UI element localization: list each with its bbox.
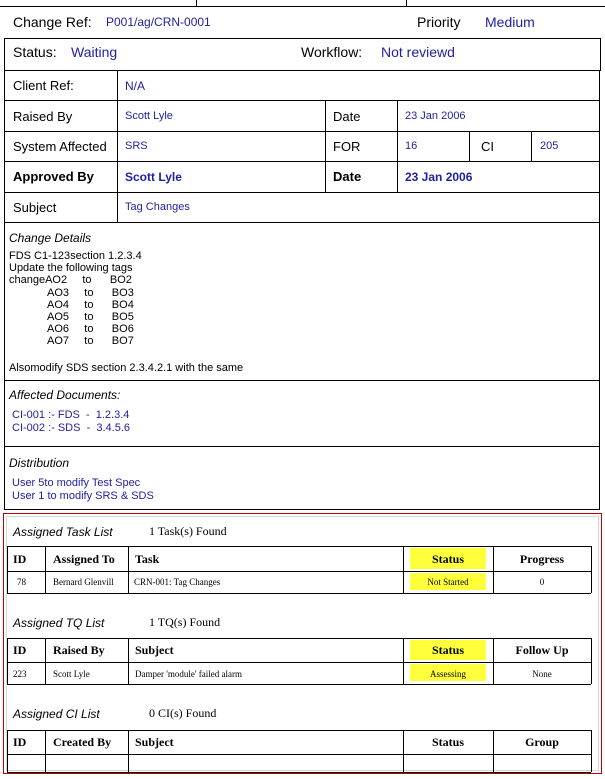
- change-line: changeAO2 to BO2: [9, 274, 132, 287]
- cell-subject[interactable]: Damper 'module' failed alarm: [135, 669, 242, 679]
- date-value: 23 Jan 2006: [405, 110, 466, 122]
- col-id: ID: [13, 552, 27, 566]
- tq-list-count: 1 TQ(s) Found: [149, 615, 221, 629]
- ci-list-count: 0 CI(s) Found: [149, 706, 217, 720]
- col-follow-up: Follow Up: [515, 643, 569, 657]
- col-subject: Subject: [135, 735, 174, 749]
- change-ref-label: Change Ref:: [13, 14, 92, 30]
- status-value: Waiting: [71, 44, 118, 60]
- change-line: AO3 to BO3: [47, 286, 134, 299]
- change-line: AO6 to BO6: [47, 323, 134, 336]
- change-details-body: [9, 250, 142, 348]
- change-details-heading: Change Details: [9, 231, 92, 245]
- ci-list-heading: Assigned CI List: [13, 707, 100, 721]
- date-label: Date: [333, 109, 361, 124]
- col-group: Group: [525, 735, 559, 749]
- change-line: AO4 to BO4: [47, 298, 134, 311]
- cell-id: 223: [13, 669, 27, 679]
- tq-list-heading: Assigned TQ List: [13, 616, 105, 630]
- col-created-by: Created By: [53, 735, 112, 749]
- priority-value: Medium: [485, 14, 535, 30]
- client-ref-value: N/A: [125, 79, 146, 93]
- affected-documents-list: [12, 409, 130, 434]
- ci-label: CI: [481, 139, 494, 154]
- cell-progress: 0: [539, 577, 545, 587]
- change-line: FDS C1-123section 1.2.3.4: [9, 250, 142, 262]
- distribution-item: User 5to modify Test Spec: [12, 477, 141, 489]
- col-progress: Progress: [519, 552, 565, 566]
- change-line: Update the following tags: [9, 262, 133, 275]
- approved-date-label: Date: [333, 169, 362, 184]
- system-affected-label: System Affected: [13, 139, 107, 154]
- cell-assigned-to: Bernard Glenvill: [53, 577, 114, 587]
- task-list-heading: Assigned Task List: [13, 525, 113, 539]
- change-line: AO7 to BO7: [47, 335, 134, 348]
- col-assigned-to: Assigned To: [53, 552, 115, 566]
- col-subject: Subject: [135, 643, 174, 657]
- system-affected-value: SRS: [125, 140, 148, 152]
- ci-value: 205: [540, 140, 559, 152]
- col-id: ID: [13, 735, 27, 749]
- cell-id: 78: [17, 577, 26, 587]
- change-ref-value: P001/ag/CRN-0001: [106, 15, 211, 29]
- affected-document-item: CI-002 :- SDS - 3.4.5.6: [12, 421, 130, 434]
- status-label: Status:: [13, 44, 57, 60]
- cell-status: Assessing: [429, 669, 466, 679]
- change-details-footer: Alsomodify SDS section 2.3.4.2.1 with the same: [9, 362, 244, 374]
- priority-label: Priority: [417, 14, 461, 30]
- task-list-count: 1 Task(s) Found: [149, 524, 227, 538]
- col-task: Task: [135, 552, 160, 566]
- cell-task[interactable]: CRN-001: Tag Changes: [134, 577, 221, 587]
- raised-by-value: Scott Lyle: [125, 110, 173, 122]
- cell-status: Not Started: [427, 577, 469, 587]
- top-rule: [0, 6, 605, 7]
- raised-by-label: Raised By: [13, 109, 73, 124]
- approved-by-value: Scott Lyle: [125, 170, 182, 184]
- col-status: Status: [431, 735, 464, 749]
- subject-label: Subject: [13, 200, 57, 215]
- workflow-label: Workflow:: [301, 44, 363, 60]
- affected-documents-heading: Affected Documents:: [9, 388, 121, 402]
- approved-by-label: Approved By: [13, 169, 94, 184]
- for-label: FOR: [333, 139, 361, 154]
- client-ref-label: Client Ref:: [13, 78, 74, 93]
- distribution-item: User 1 to modify SRS & SDS: [12, 489, 154, 502]
- col-raised-by: Raised By: [53, 643, 105, 657]
- for-value: 16: [405, 140, 418, 152]
- cell-raised-by: Scott Lyle: [53, 669, 90, 679]
- affected-document-item: CI-001 :- FDS - 1.2.3.4: [12, 409, 130, 421]
- distribution-list: [12, 477, 154, 502]
- change-line: AO5 to BO5: [47, 311, 134, 324]
- col-status: Status: [431, 643, 464, 657]
- col-status: Status: [431, 552, 464, 566]
- col-id: ID: [13, 643, 27, 657]
- distribution-heading: Distribution: [9, 456, 70, 470]
- approved-date-value: 23 Jan 2006: [405, 170, 473, 184]
- subject-value: Tag Changes: [125, 201, 190, 213]
- cell-follow-up: None: [532, 669, 552, 679]
- workflow-value: Not reviewd: [381, 44, 455, 60]
